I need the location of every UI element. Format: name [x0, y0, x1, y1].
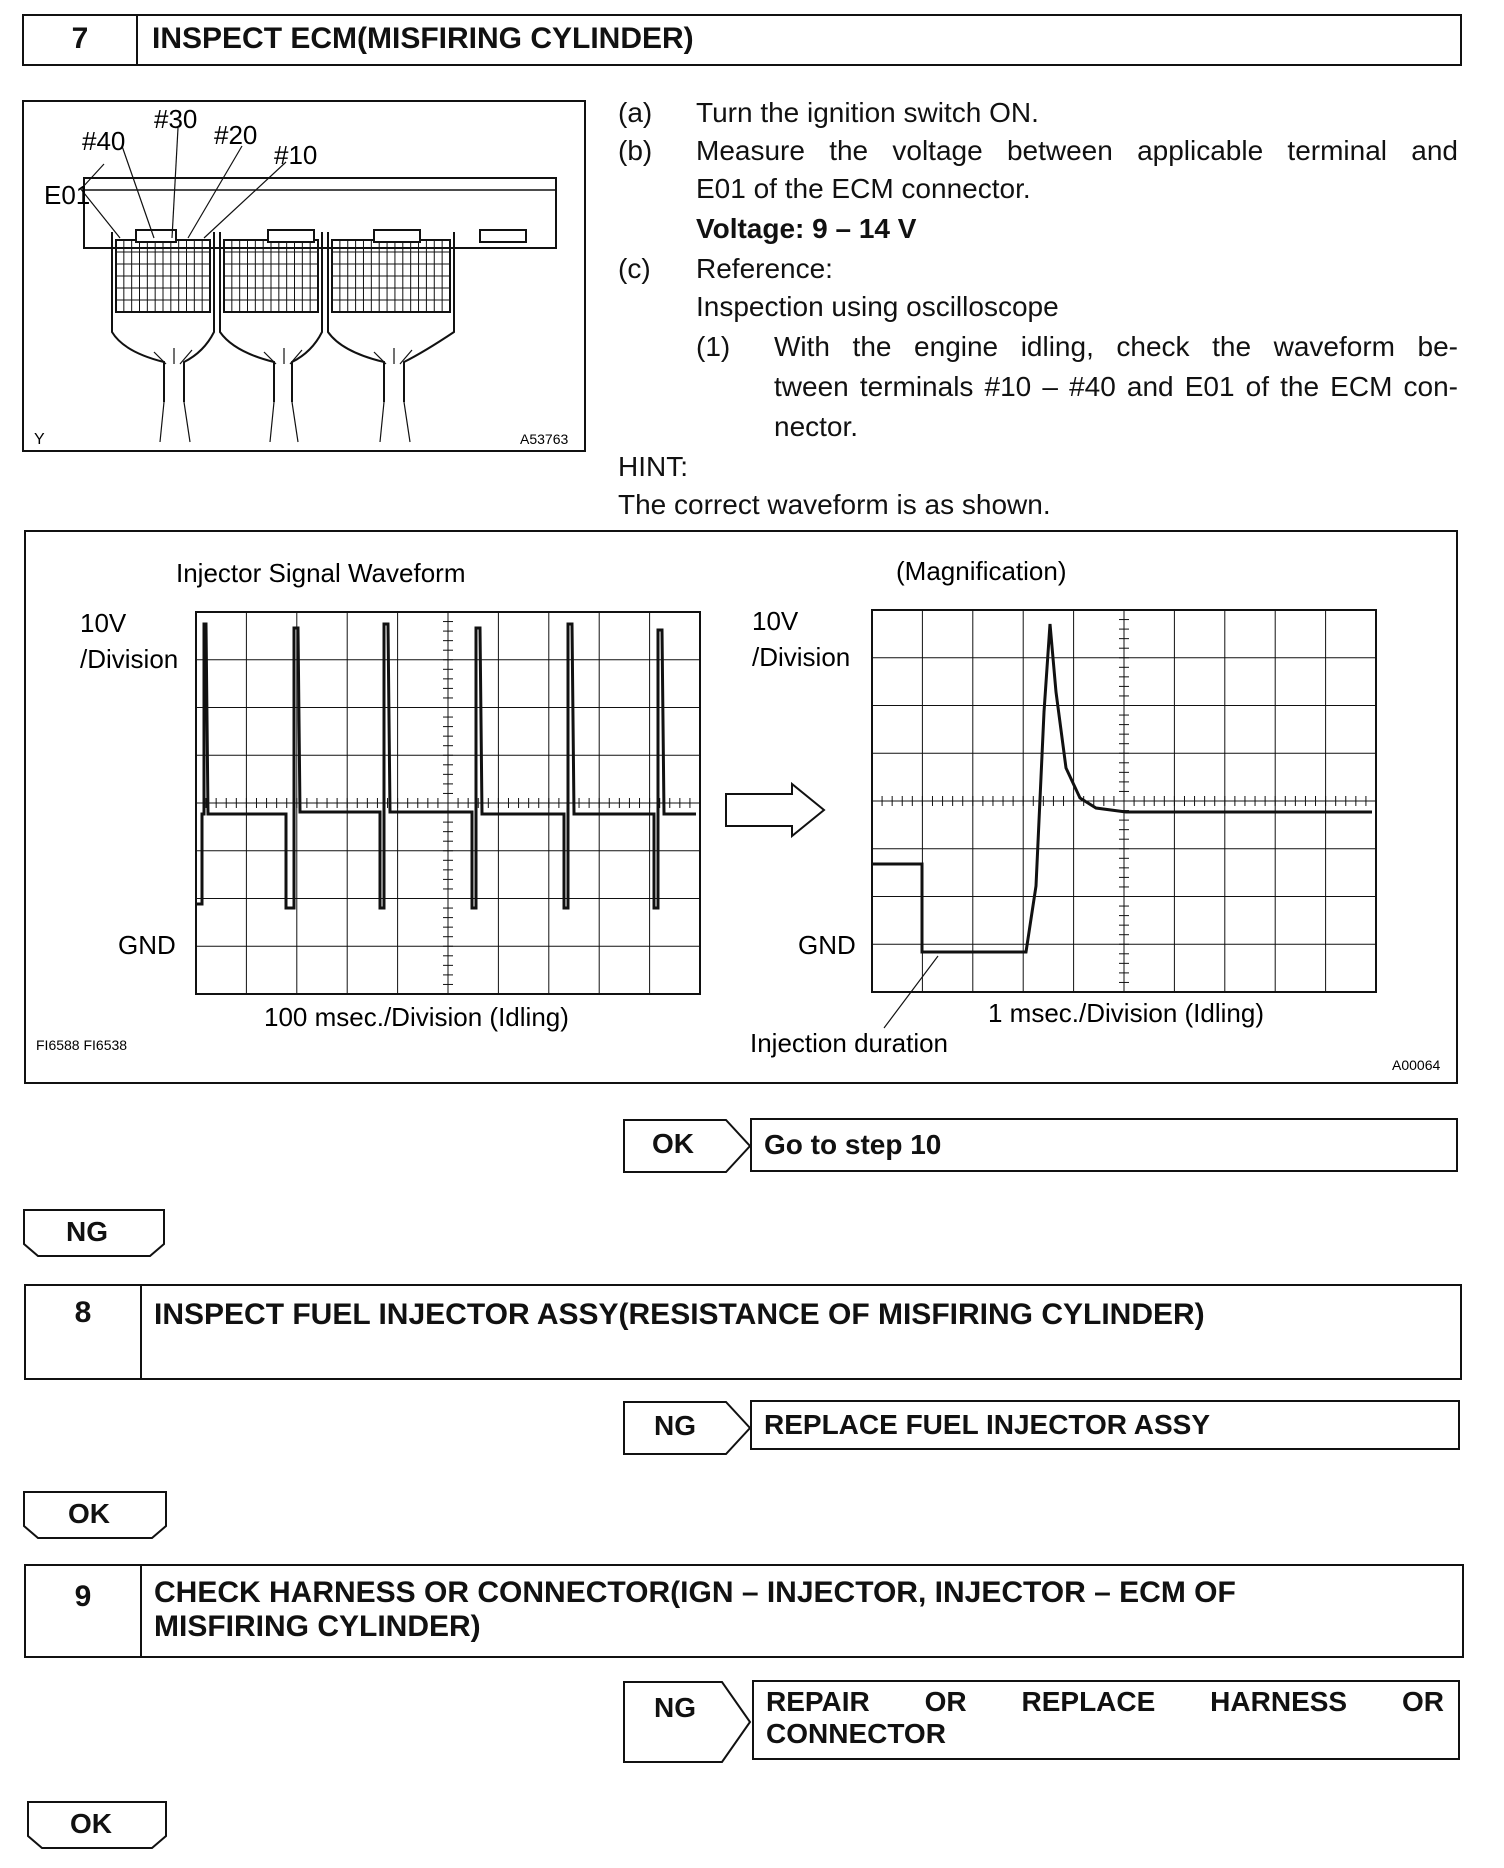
ecm-connector-figure [22, 100, 586, 452]
instruction-c1-text-3: nector. [774, 411, 859, 442]
ng-label-step9: NG [654, 1692, 696, 1723]
instruction-b-mark: (b) [618, 135, 653, 166]
left-volt-scale-1: 10V [80, 608, 127, 638]
instruction-c1-mark: (1) [696, 331, 731, 362]
replace-injector-text: REPLACE FUEL INJECTOR ASSY [764, 1409, 1211, 1440]
figure-corner-label: Y [34, 431, 45, 448]
right-time-scale: 1 msec./Division (Idling) [988, 998, 1264, 1028]
hint-label: HINT: [618, 451, 688, 482]
step-title-line-2: MISFIRING CYLINDER) [154, 1610, 481, 1643]
right-figure-code: A00064 [1392, 1057, 1441, 1073]
step-number: 8 [26, 1286, 142, 1378]
voltage-spec: Voltage: 9 – 14 V [696, 213, 917, 244]
step-9-header [24, 1564, 1464, 1658]
step-8-header [24, 1284, 1462, 1380]
instruction-c-text: Reference: [696, 253, 833, 284]
injection-duration-label: Injection duration [750, 1028, 949, 1058]
left-waveform-title: Injector Signal Waveform [176, 558, 466, 588]
ok-label-step8: OK [68, 1498, 110, 1529]
hint-text: The correct waveform is as shown. [618, 489, 1051, 520]
ok-label-step9: OK [70, 1808, 112, 1839]
left-figure-code: FI6588 FI6538 [36, 1037, 128, 1053]
instruction-c-mark: (c) [618, 253, 651, 284]
right-waveform-title: (Magnification) [896, 556, 1067, 586]
terminal-40-label: #40 [82, 126, 126, 156]
repair-harness-text-1: REPAIR OR REPLACE HARNESS OR [766, 1686, 1444, 1717]
repair-harness-box [752, 1680, 1460, 1760]
terminal-20-label: #20 [214, 120, 258, 150]
step-title: INSPECT ECM(MISFIRING CYLINDER) [152, 22, 694, 55]
figure-code: A53763 [520, 431, 569, 447]
instruction-c1-text-2: tween terminals #10 – #40 and E01 of the ECM con- [774, 371, 1458, 402]
left-volt-scale-2: /Division [80, 644, 179, 674]
right-gnd-label: GND [798, 930, 856, 960]
instruction-a-text: Turn the ignition switch ON. [696, 97, 1039, 128]
instruction-c1-text-1: With the engine idling, check the waveform be- [774, 331, 1458, 362]
right-volt-scale-1: 10V [752, 606, 799, 636]
magnification-arrow [726, 784, 824, 836]
go-to-step-10-box [750, 1118, 1458, 1172]
instruction-c-text-2: Inspection using oscilloscope [696, 291, 1059, 322]
go-to-step-10-text: Go to step 10 [764, 1129, 942, 1160]
ng-label-step8: NG [654, 1410, 696, 1441]
ng-label-step7: NG [66, 1216, 108, 1247]
magnified-waveform-trace [872, 624, 1372, 952]
ecm-connector-drawing [24, 102, 584, 450]
left-gnd-label: GND [118, 930, 176, 960]
waveform-figure [24, 530, 1458, 1084]
step-number: 9 [26, 1566, 142, 1656]
terminal-30-label: #30 [154, 104, 198, 134]
step-title: INSPECT FUEL INJECTOR ASSY(RESISTANCE OF MISFIRING CYLINDER) [154, 1298, 1205, 1331]
terminal-10-label: #10 [274, 140, 318, 170]
step-title-line-1: CHECK HARNESS OR CONNECTOR(IGN – INJECTOR, INJECTOR – ECM OF [154, 1576, 1236, 1609]
right-volt-scale-2: /Division [752, 642, 851, 672]
e01-label: E01 [44, 180, 91, 210]
instruction-b-text-1: Measure the voltage between applicable terminal and [696, 135, 1458, 166]
waveform-drawing [26, 532, 1456, 1082]
left-time-scale: 100 msec./Division (Idling) [264, 1002, 569, 1032]
ok-label-step7: OK [652, 1128, 694, 1159]
injector-waveform-trace [196, 624, 696, 908]
instruction-a-mark: (a) [618, 97, 653, 128]
instruction-b-text-2: E01 of the ECM connector. [696, 173, 1031, 204]
step-7-header [22, 14, 1462, 66]
replace-injector-box [750, 1400, 1460, 1450]
step-number: 7 [24, 16, 138, 64]
repair-harness-text-2: CONNECTOR [766, 1718, 946, 1749]
